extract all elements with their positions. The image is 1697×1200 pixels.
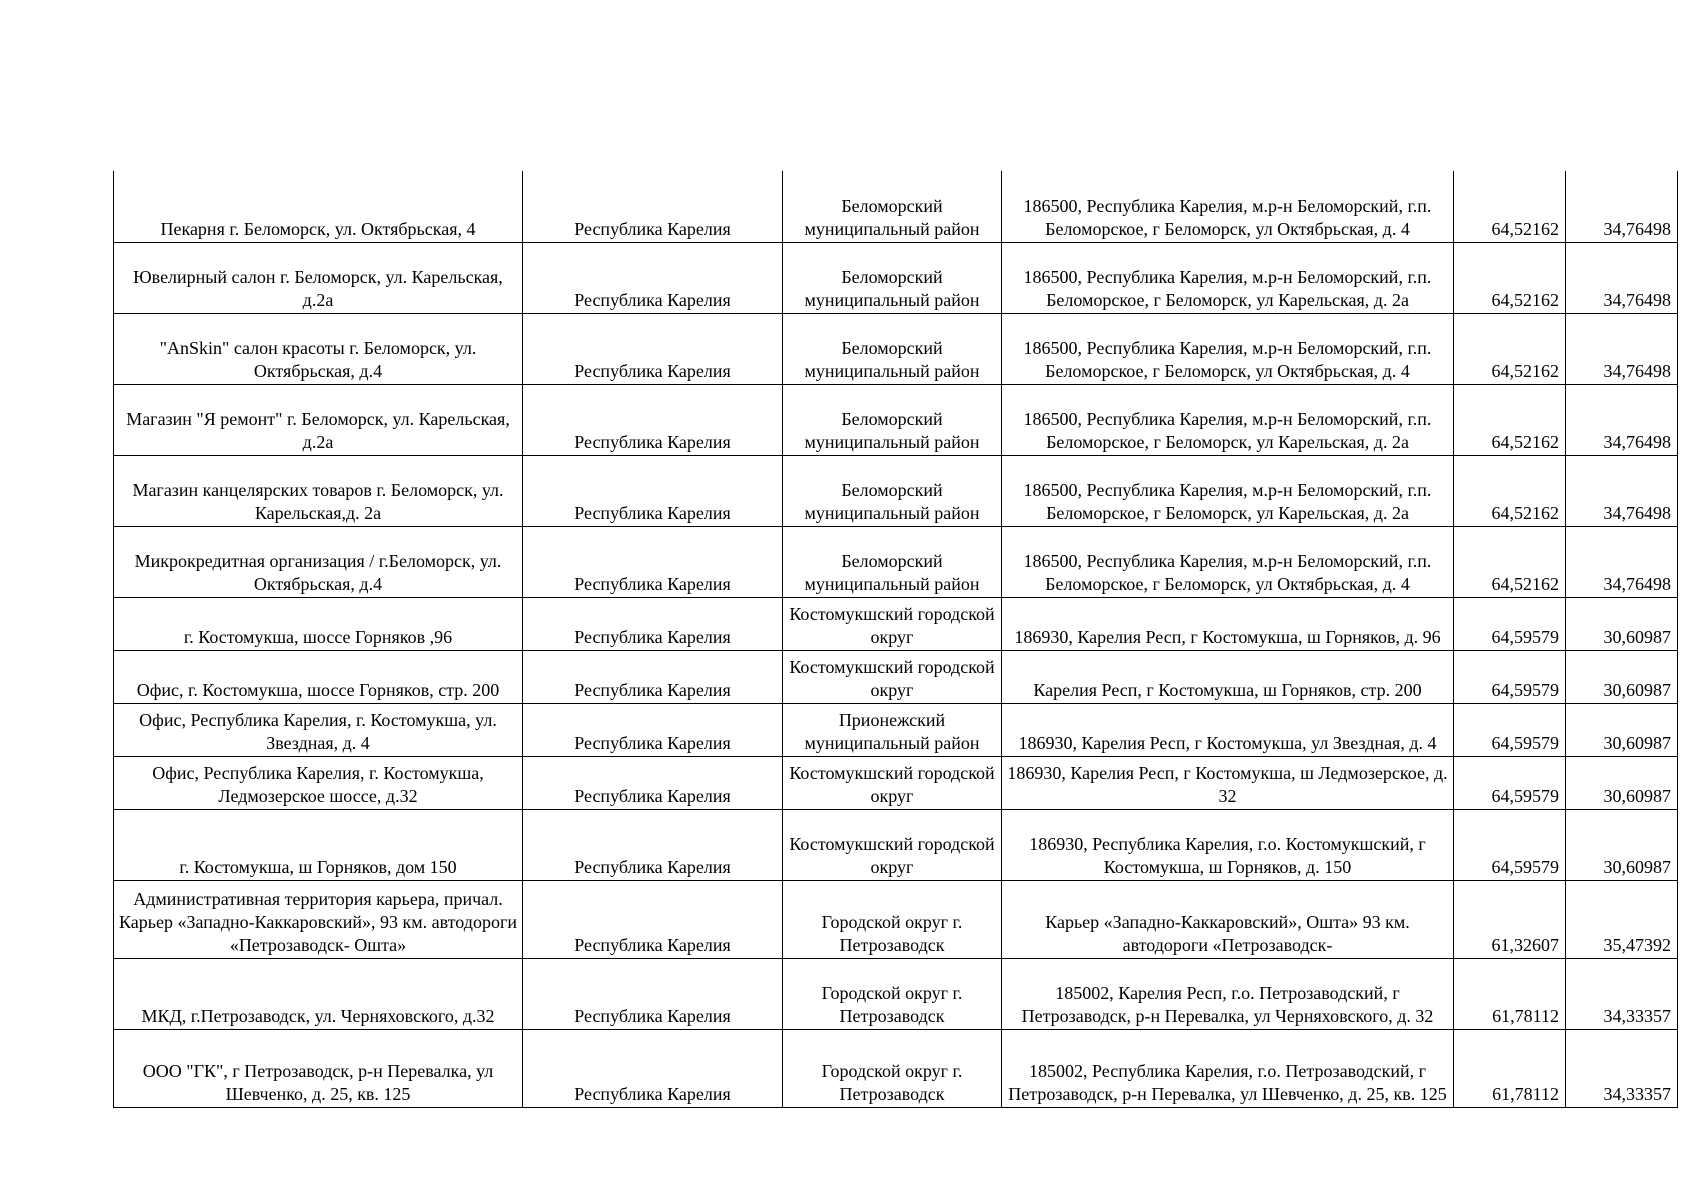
latitude-cell: 64,52162 [1454,242,1566,313]
region-cell: Республика Карелия [523,455,783,526]
region-cell: Республика Карелия [523,242,783,313]
table-row [114,650,1678,703]
latitude-cell: 64,52162 [1454,171,1566,242]
latitude-cell: 61,78112 [1454,958,1566,1029]
address-cell: 186500, Республика Карелия, м.р-н Беломорский, г.п. Беломорское, г Беломорск, ул Октябрьская, д. 4 [1002,171,1454,242]
district-cell: Беломорский муниципальный район [783,384,1002,455]
object-name-cell: Ювелирный салон г. Беломорск, ул. Карельская, д.2а [114,242,523,313]
object-name-cell: МКД, г.Петрозаводск, ул. Черняховского, д.32 [114,958,523,1029]
region-cell: Республика Карелия [523,597,783,650]
latitude-cell: 64,59579 [1454,756,1566,809]
address-cell: 185002, Республика Карелия, г.о. Петрозаводский, г Петрозаводск, р-н Перевалка, ул Шевченко, д. 25, кв. 125 [1002,1029,1454,1107]
object-name-cell: ООО "ГК", г Петрозаводск, р-н Перевалка, ул Шевченко, д. 25, кв. 125 [114,1029,523,1107]
address-cell: 186930, Карелия Респ, г Костомукша, ш Горняков, д. 96 [1002,597,1454,650]
district-cell: Беломорский муниципальный район [783,455,1002,526]
district-cell: Городской округ г. Петрозаводск [783,958,1002,1029]
table-row [114,880,1678,958]
district-cell: Беломорский муниципальный район [783,242,1002,313]
address-cell: 186500, Республика Карелия, м.р-н Беломорский, г.п. Беломорское, г Беломорск, ул Октябрьская, д. 4 [1002,526,1454,597]
table-row [114,526,1678,597]
objects-table-body [114,171,1678,1107]
address-cell: 186930, Карелия Респ, г Костомукша, ул Звездная, д. 4 [1002,703,1454,756]
table-row [114,756,1678,809]
district-cell: Беломорский муниципальный район [783,313,1002,384]
table-row [114,958,1678,1029]
longitude-cell: 34,76498 [1566,455,1678,526]
object-name-cell: г. Костомукша, ш Горняков, дом 150 [114,809,523,880]
latitude-cell: 64,59579 [1454,703,1566,756]
latitude-cell: 64,59579 [1454,597,1566,650]
region-cell: Республика Карелия [523,313,783,384]
longitude-cell: 30,60987 [1566,703,1678,756]
address-cell: Карьер «Западно-Каккаровский», Ошта» 93 км. автодороги «Петрозаводск- [1002,880,1454,958]
object-name-cell: Административная территория карьера, причал. Карьер «Западно-Каккаровский», 93 км. автодороги «Петрозаводск- Ошта» [114,880,523,958]
object-name-cell: Магазин канцелярских товаров г. Беломорск, ул. Карельская,д. 2а [114,455,523,526]
table-row [114,171,1678,242]
object-name-cell: Магазин "Я ремонт" г. Беломорск, ул. Карельская, д.2а [114,384,523,455]
latitude-cell: 64,52162 [1454,526,1566,597]
latitude-cell: 61,78112 [1454,1029,1566,1107]
object-name-cell: Офис, Республика Карелия, г. Костомукша, ул. Звездная, д. 4 [114,703,523,756]
district-cell: Костомукшский городской округ [783,597,1002,650]
district-cell: Городской округ г. Петрозаводск [783,880,1002,958]
address-cell: 185002, Карелия Респ, г.о. Петрозаводский, г Петрозаводск, р-н Перевалка, ул Черняховского, д. 32 [1002,958,1454,1029]
table-row [114,1029,1678,1107]
table-row [114,384,1678,455]
object-name-cell: Офис, Республика Карелия, г. Костомукша, Ледмозерское шоссе, д.32 [114,756,523,809]
region-cell: Республика Карелия [523,171,783,242]
longitude-cell: 34,76498 [1566,242,1678,313]
table-row [114,597,1678,650]
latitude-cell: 64,52162 [1454,455,1566,526]
district-cell: Костомукшский городской округ [783,650,1002,703]
region-cell: Республика Карелия [523,650,783,703]
table-row [114,313,1678,384]
address-cell: 186500, Республика Карелия, м.р-н Беломорский, г.п. Беломорское, г Беломорск, ул Карельская, д. 2а [1002,242,1454,313]
region-cell: Республика Карелия [523,809,783,880]
objects-table [113,171,1678,1108]
longitude-cell: 34,33357 [1566,958,1678,1029]
longitude-cell: 34,76498 [1566,526,1678,597]
region-cell: Республика Карелия [523,526,783,597]
latitude-cell: 64,59579 [1454,809,1566,880]
district-cell: Беломорский муниципальный район [783,171,1002,242]
longitude-cell: 30,60987 [1566,756,1678,809]
object-name-cell: Офис, г. Костомукша, шоссе Горняков, стр. 200 [114,650,523,703]
table-row [114,703,1678,756]
table-row [114,455,1678,526]
table-row [114,242,1678,313]
region-cell: Республика Карелия [523,384,783,455]
district-cell: Костомукшский городской округ [783,756,1002,809]
longitude-cell: 34,76498 [1566,384,1678,455]
table-row [114,809,1678,880]
region-cell: Республика Карелия [523,703,783,756]
object-name-cell: Микрокредитная организация / г.Беломорск, ул. Октябрьская, д.4 [114,526,523,597]
region-cell: Республика Карелия [523,1029,783,1107]
longitude-cell: 30,60987 [1566,809,1678,880]
region-cell: Республика Карелия [523,880,783,958]
district-cell: Прионежский муниципальный район [783,703,1002,756]
address-cell: 186500, Республика Карелия, м.р-н Беломорский, г.п. Беломорское, г Беломорск, ул Карельская, д. 2а [1002,384,1454,455]
longitude-cell: 30,60987 [1566,597,1678,650]
address-cell: 186500, Республика Карелия, м.р-н Беломорский, г.п. Беломорское, г Беломорск, ул Карельская, д. 2а [1002,455,1454,526]
longitude-cell: 34,76498 [1566,313,1678,384]
longitude-cell: 34,76498 [1566,171,1678,242]
longitude-cell: 30,60987 [1566,650,1678,703]
object-name-cell: г. Костомукша, шоссе Горняков ,96 [114,597,523,650]
longitude-cell: 35,47392 [1566,880,1678,958]
latitude-cell: 61,32607 [1454,880,1566,958]
latitude-cell: 64,52162 [1454,384,1566,455]
region-cell: Республика Карелия [523,958,783,1029]
object-name-cell: Пекарня г. Беломорск, ул. Октябрьская, 4 [114,171,523,242]
district-cell: Беломорский муниципальный район [783,526,1002,597]
district-cell: Костомукшский городской округ [783,809,1002,880]
longitude-cell: 34,33357 [1566,1029,1678,1107]
address-cell: 186500, Республика Карелия, м.р-н Беломорский, г.п. Беломорское, г Беломорск, ул Октябрьская, д. 4 [1002,313,1454,384]
address-cell: Карелия Респ, г Костомукша, ш Горняков, стр. 200 [1002,650,1454,703]
object-name-cell: "AnSkin" салон красоты г. Беломорск, ул. Октябрьская, д.4 [114,313,523,384]
address-cell: 186930, Республика Карелия, г.о. Костомукшский, г Костомукша, ш Горняков, д. 150 [1002,809,1454,880]
address-cell: 186930, Карелия Респ, г Костомукша, ш Ледмозерское, д. 32 [1002,756,1454,809]
latitude-cell: 64,59579 [1454,650,1566,703]
latitude-cell: 64,52162 [1454,313,1566,384]
region-cell: Республика Карелия [523,756,783,809]
district-cell: Городской округ г. Петрозаводск [783,1029,1002,1107]
